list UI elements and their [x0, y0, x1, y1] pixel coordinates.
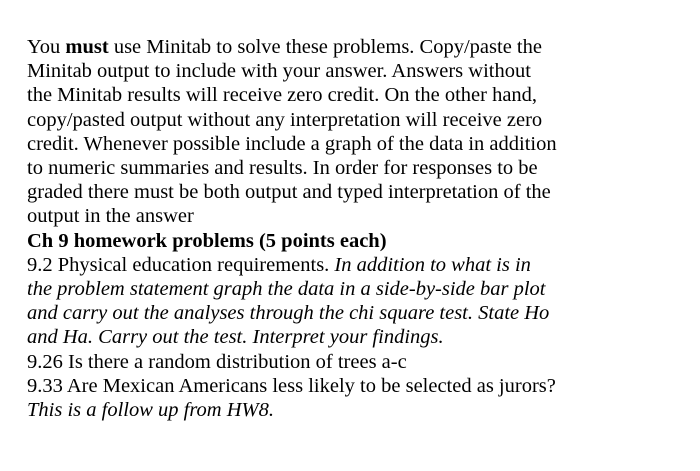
problem-9-2-line-4: and Ha. Carry out the test. Interpret your findings.: [27, 326, 444, 349]
intro-line-6: to numeric summaries and results. In order for responses to be: [27, 157, 538, 180]
intro-line-4: copy/pasted output without any interpretation will receive zero: [27, 108, 543, 131]
intro-line-8: output in the answer: [27, 205, 194, 228]
intro-paragraph: [27, 35, 687, 229]
problem-9-33-note: This is a follow up from HW8.: [27, 399, 274, 422]
problem-9-33: 9.33 Are Mexican Americans less likely to be selected as jurors?: [27, 374, 556, 397]
intro-line-7: graded there must be both output and typed interpretation of the: [27, 181, 551, 204]
problem-9-2-line-2: the problem statement graph the data in a side-by-side bar plot: [27, 278, 546, 301]
intro-line-5: credit. Whenever possible include a graph of the data in addition: [27, 132, 557, 155]
intro-line-2: Minitab output to include with your answer. Answers without: [27, 60, 531, 83]
document-body: [27, 35, 687, 422]
problem-list: [27, 253, 687, 422]
problem-9-26: 9.26 Is there a random distribution of trees a-c: [27, 350, 407, 373]
intro-line-1: You must use Minitab to solve these problems. Copy/paste the: [27, 36, 542, 58]
section-heading: Ch 9 homework problems (5 points each): [27, 229, 387, 252]
emphasis-must: must: [65, 36, 109, 58]
problem-9-2-line-1: 9.2 Physical education requirements. In addition to what is in: [27, 253, 531, 276]
intro-line-3: the Minitab results will receive zero credit. On the other hand,: [27, 84, 538, 107]
problem-9-2-line-3: and carry out the analyses through the chi square test. State Ho: [27, 302, 550, 325]
